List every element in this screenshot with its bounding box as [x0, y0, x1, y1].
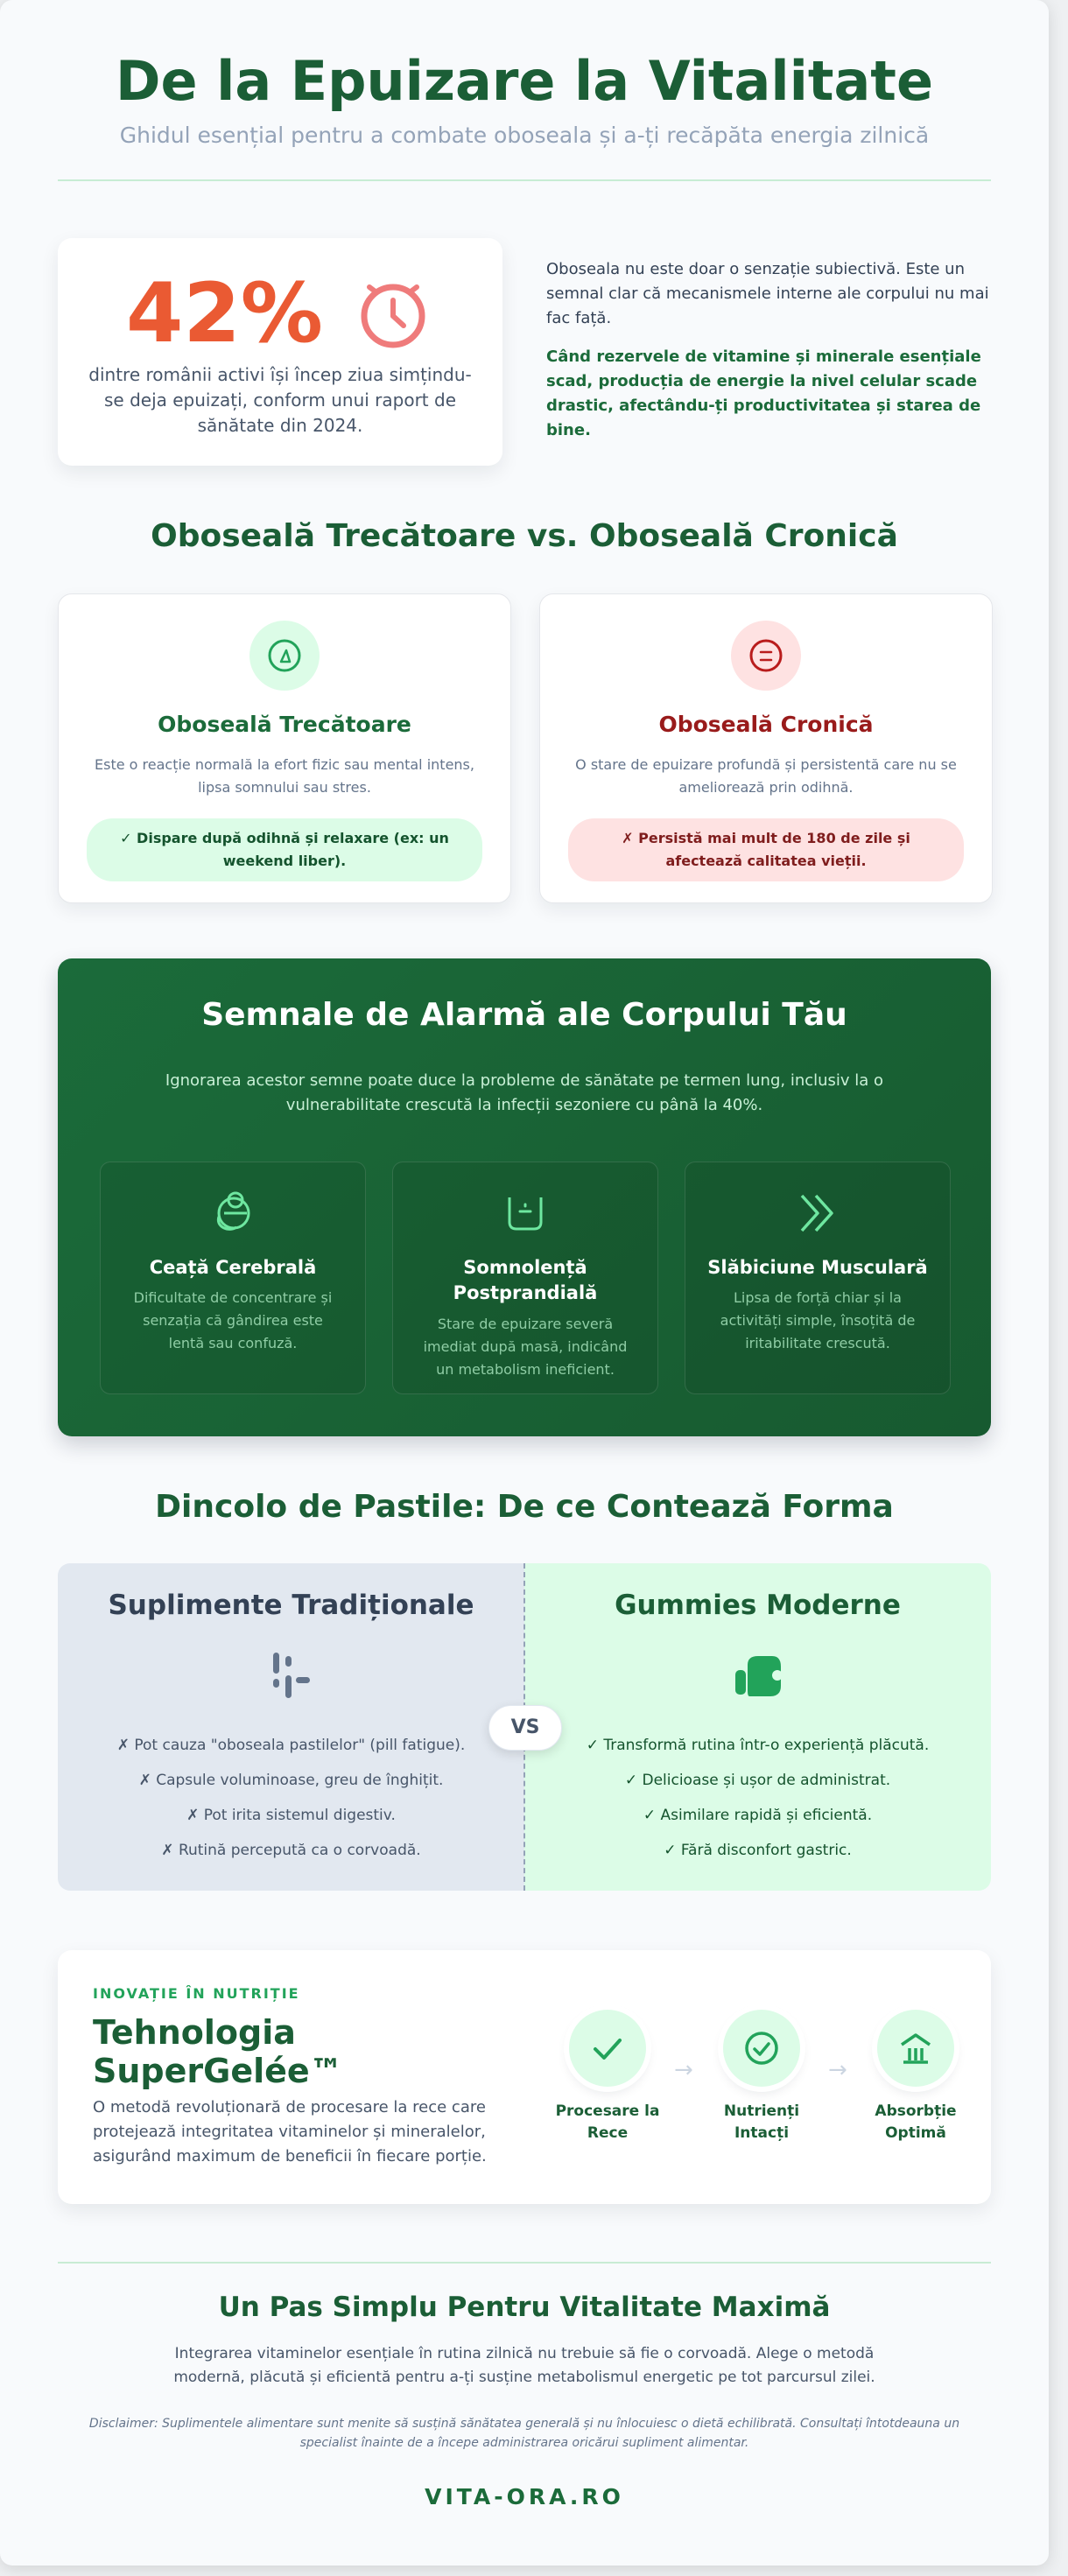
intro-highlight: Când rezervele de vitamine și minerale esențiale scad, producția de energie la nivel celular scade drastic, afectându-ți productivitatea și starea de bine. [546, 347, 981, 439]
double-chevron-icon [791, 1187, 844, 1243]
modern-title: Gummies Moderne [615, 1590, 901, 1621]
step-label: Procesare la Rece [555, 2102, 660, 2142]
modern-item: ✓ Fără disconfort gastric. [664, 1842, 852, 1859]
chronic-fatigue-text: O stare de epuizare profundă și persistentă care nu se ameliorează prin odihnă. [575, 756, 957, 796]
temporary-fatigue-card [58, 593, 511, 903]
bowl-icon [499, 1187, 552, 1243]
chronic-fatigue-badge: ✗ Persistă mai mult de 180 de zile și afectează calitatea vieții. [568, 818, 964, 881]
disclaimer: Disclaimer: Suplimentele alimentare sunt menite să susțină sănătatea generală și nu înlocuiesc o dietă echilibrată. Consultați întotdeauna un specialist înainte de a începe administrarea oricărui supliment alimentar. [88, 2417, 960, 2450]
intro-paragraph: Oboseala nu este doar o senzație subiectivă. Este un semnal clar că mecanismele interne ale corpului nu mai fac față. [546, 260, 989, 327]
forms-section-title: Dincolo de Pastile: De ce Contează Forma [155, 1489, 894, 1525]
traditional-item: ✗ Pot cauza "oboseala pastilelor" (pill fatigue). [116, 1737, 466, 1754]
fatigue-section-title: Oboseală Trecătoare vs. Oboseală Cronică [151, 518, 898, 554]
stat-row [126, 266, 441, 361]
tech-kicker: INOVAȚIE ÎN NUTRIȚIE [93, 1985, 300, 2002]
stat-card [58, 238, 502, 466]
header-divider [58, 179, 991, 181]
vs-badge: VS [488, 1705, 562, 1751]
check-circle-icon [723, 2010, 800, 2087]
neutral-face-icon [731, 621, 801, 691]
alarm-section [58, 958, 991, 1436]
sign-title: Ceață Cerebrală [149, 1257, 317, 1278]
temporary-fatigue-title: Oboseală Trecătoare [158, 712, 411, 737]
step-label: Absorbție Optimă [875, 2102, 957, 2142]
brain-icon [207, 1187, 259, 1243]
stat-description: dintre românii activi își încep ziua simțindu-se deja epuizați, conform unui raport de sănătate din 2024. [88, 364, 472, 436]
temporary-fatigue-text: Este o reacție normală la efort fizic sau mental intens, lipsa somnului sau stres. [95, 756, 474, 796]
temporary-fatigue-badge: ✓ Dispare după odihnă și relaxare (ex: un weekend liber). [87, 818, 482, 881]
traditional-title: Suplimente Tradiționale [108, 1590, 474, 1621]
process-steps [555, 1950, 972, 2204]
institution-icon [877, 2010, 954, 2087]
traditional-item: ✗ Pot irita sistemul digestiv. [186, 1807, 396, 1824]
sign-text: Lipsa de forță chiar și la activități simple, însoțită de iritabilitate crescută. [720, 1289, 916, 1351]
page-subtitle: Ghidul esențial pentru a combate oboseala și a-ți recăpăta energia zilnică [119, 123, 930, 148]
chronic-fatigue-card [539, 593, 993, 903]
tech-title-line2: SuperGelée™ [93, 2052, 343, 2090]
sign-text: Dificultate de concentrare și senzația că gândirea este lentă sau confuză. [133, 1289, 333, 1351]
step-arrow: → [828, 2057, 847, 2083]
alarm-description: Ignorarea acestor semne poate duce la probleme de sănătate pe termen lung, inclusiv la o vulnerabilitate crescută la infecții sezoniere cu până la 40%. [165, 1071, 884, 1114]
tech-title-line1: Tehnologia [93, 2013, 296, 2052]
chronic-fatigue-title: Oboseală Cronică [658, 712, 874, 737]
traditional-item: ✗ Capsule voluminoase, greu de înghițit. [138, 1772, 444, 1789]
tech-description: O metodă revoluționară de procesare la rece care protejează integritatea vitaminelor și mineralelor, asigurând maximum de beneficii în fiecare porție. [93, 2098, 487, 2165]
tech-card [58, 1950, 991, 2204]
alarm-title: Semnale de Alarmă ale Corpului Tău [201, 997, 847, 1033]
footer-text: Integrarea vitaminelor esențiale în rutina zilnică nu trebuie să fie o corvoadă. Alege o metodă modernă, plăcută și eficientă pentru a-ți susține metabolismul energetic pe tot parcursul zilei. [173, 2345, 875, 2386]
sign-text: Stare de epuizare severă imediat după masă, indicând un metabolism ineficient. [423, 1316, 628, 1378]
sign-title: Slăbiciune Musculară [707, 1257, 928, 1278]
step-label: Nutrienți Intacți [723, 2102, 800, 2142]
stat-value: 42% [126, 266, 323, 361]
check-icon [569, 2010, 646, 2087]
modern-item: ✓ Delicioase și ușor de administrat. [624, 1772, 891, 1789]
sign-title: Somnolență Postprandială [453, 1257, 598, 1303]
clock-icon [355, 275, 431, 354]
modern-item: ✓ Transformă rutina într-o experiență plăcută. [586, 1737, 930, 1754]
pills-icon [264, 1647, 317, 1707]
footer-divider [58, 2262, 991, 2264]
gummy-icon [730, 1647, 786, 1707]
site-link[interactable]: VITA-ORA.RO [425, 2484, 624, 2509]
sign-card-brain-fog [100, 1162, 366, 1394]
sign-card-muscle-weakness [685, 1162, 951, 1394]
traditional-item: ✗ Rutină percepută ca o corvoadă. [161, 1842, 421, 1859]
footer-title: Un Pas Simplu Pentru Vitalitate Maximă [218, 2292, 831, 2323]
page-title: De la Epuizare la Vitalitate [116, 49, 933, 113]
step-arrow: → [674, 2057, 693, 2083]
modern-item: ✓ Asimilare rapidă și eficientă. [643, 1807, 873, 1824]
tired-face-icon [249, 621, 320, 691]
sign-card-postprandial [392, 1162, 658, 1394]
